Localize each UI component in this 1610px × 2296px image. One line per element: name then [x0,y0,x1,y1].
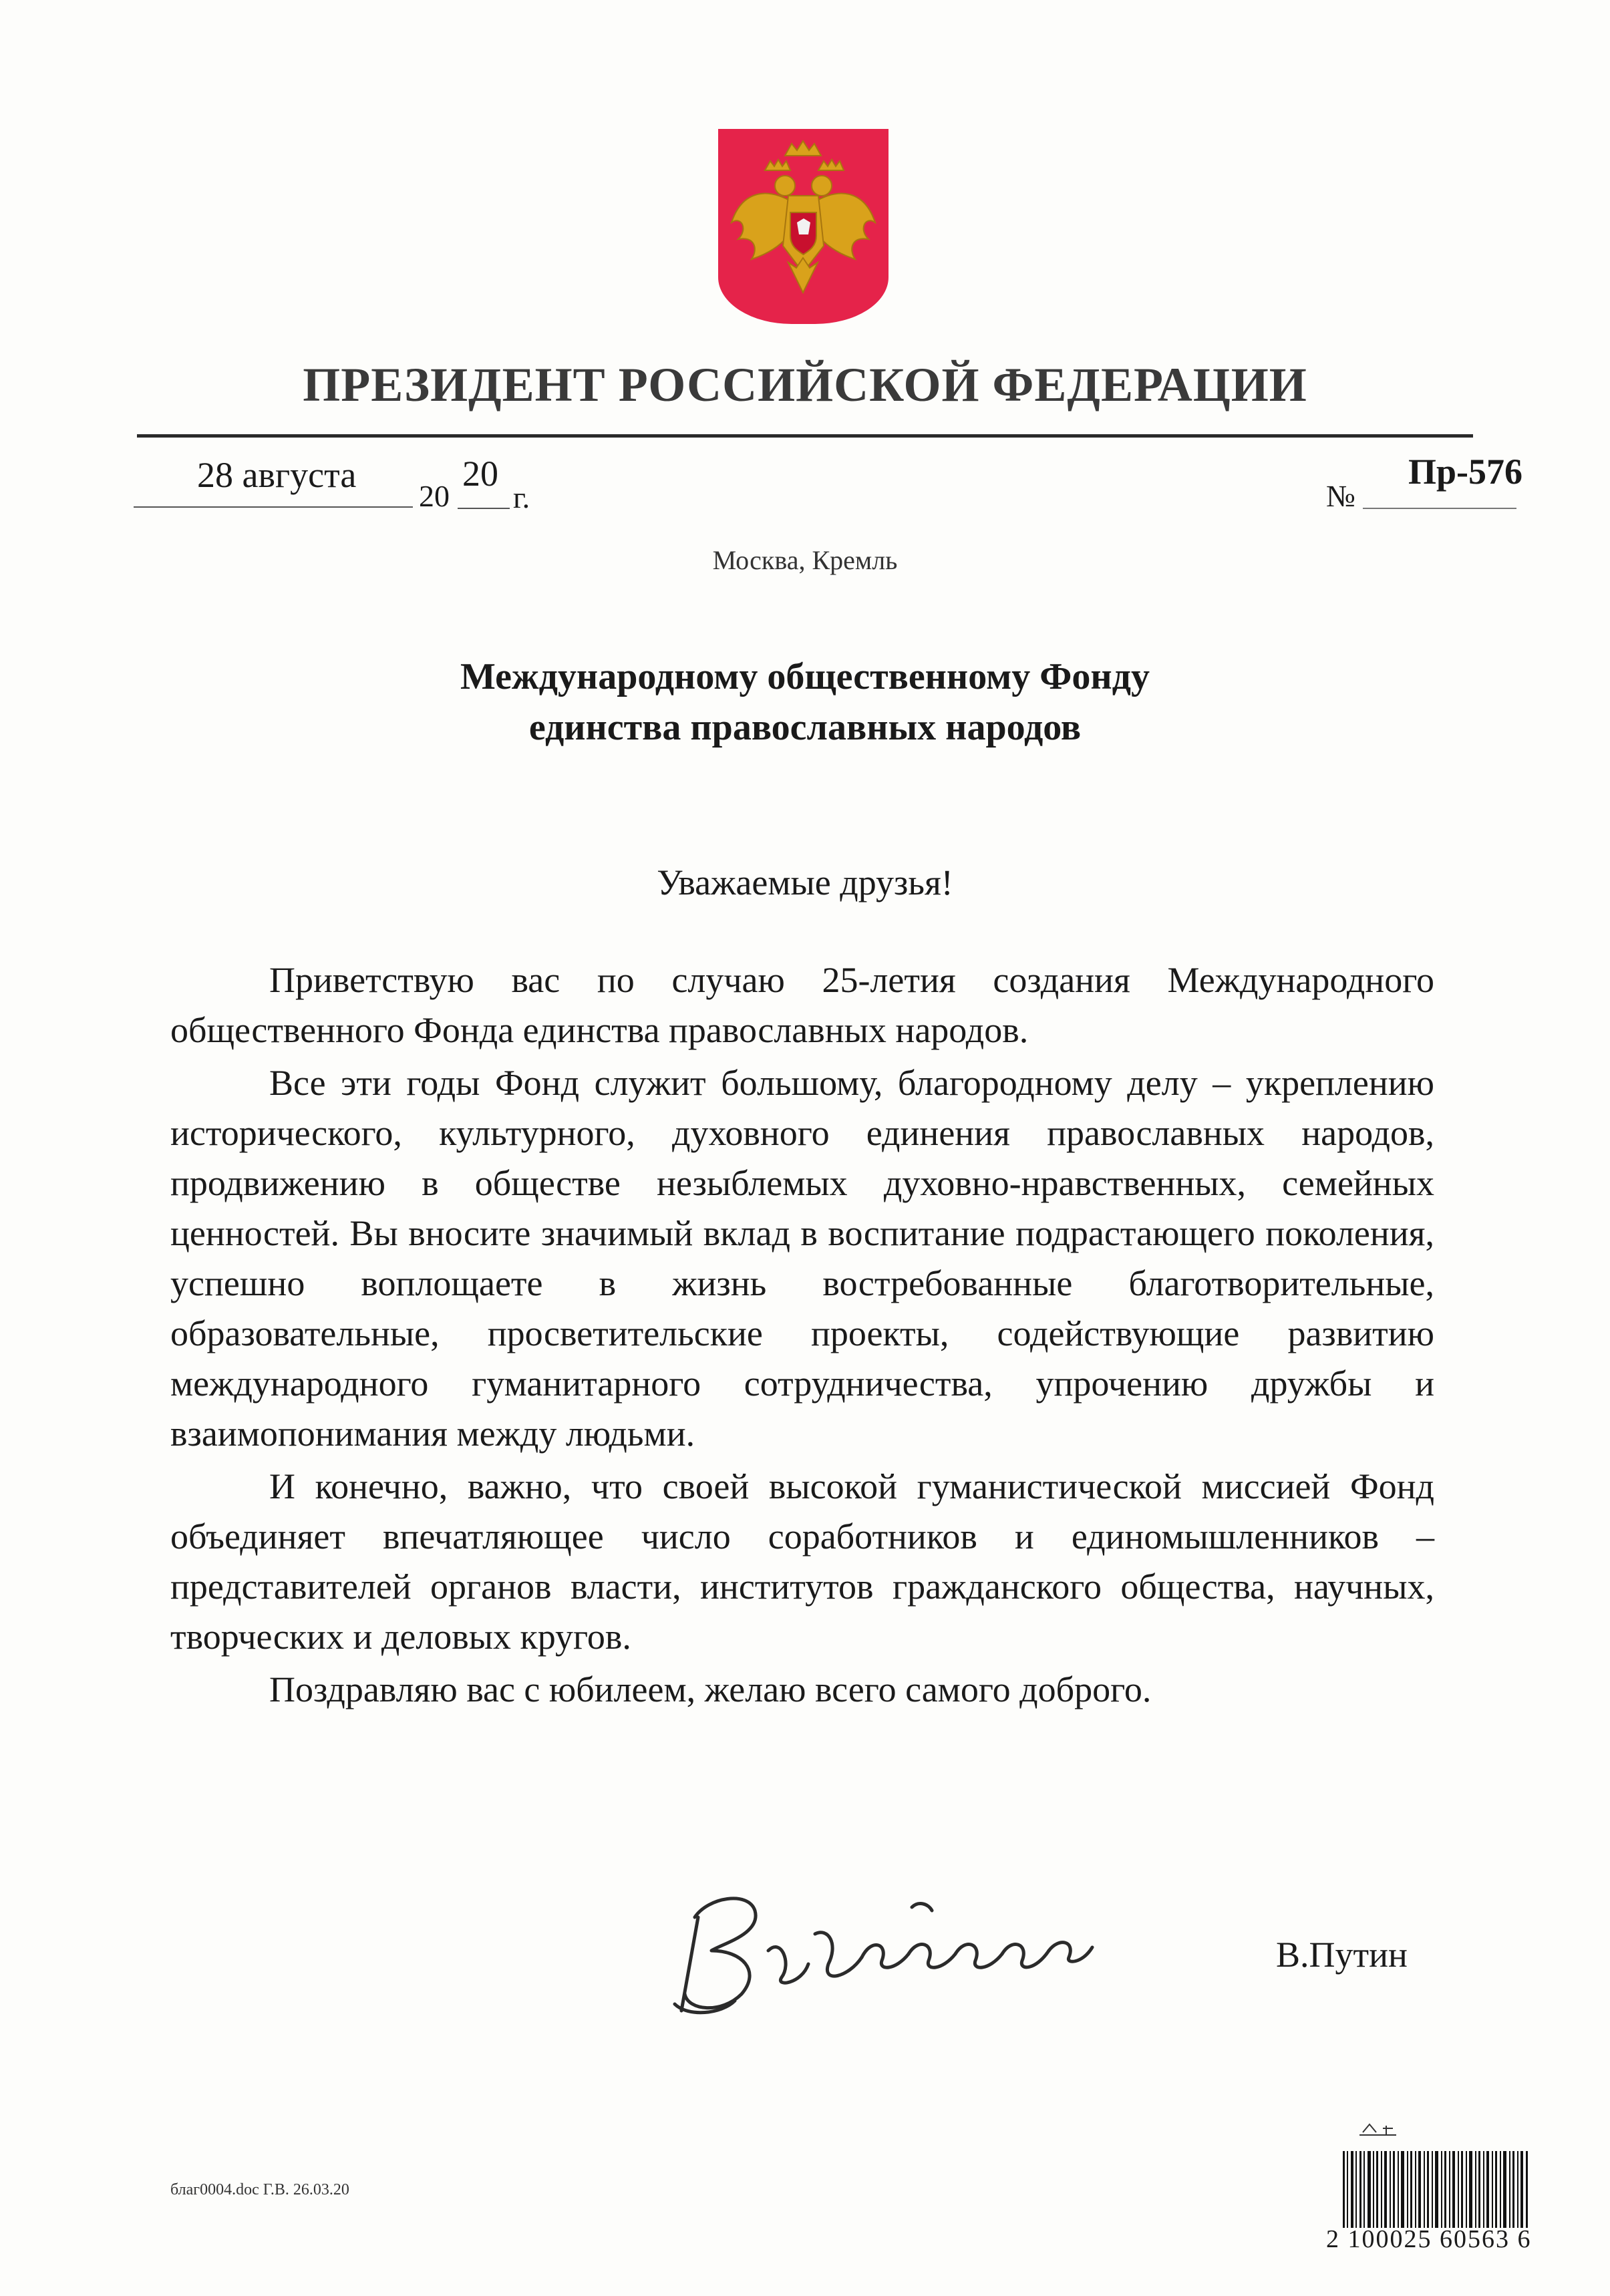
body-paragraph: Приветствую вас по случаю 25-летия создания Международного общественного Фонда единства православных народов. [170,960,1434,1050]
stamp-mark-icon [1356,2119,1423,2139]
header-divider [137,434,1473,438]
document-number: Пр-576 [1408,452,1523,492]
addressee-line-2: единства православных народов [528,707,1082,748]
letter-body [170,955,1434,1715]
date-underline [134,506,413,508]
year-suffix: 20 [462,454,498,494]
number-sign: № [1326,479,1355,513]
number-underline [1363,508,1516,509]
document-reference: благ0004.doc Г.В. 26.03.20 [170,2181,349,2198]
handwritten-signature [648,1870,1129,2044]
coat-of-arms-emblem [718,129,889,324]
barcode [1343,2151,1530,2228]
year-underline [458,508,510,509]
issuer-title: ПРЕЗИДЕНТ РОССИЙСКОЙ ФЕДЕРАЦИИ [303,358,1307,412]
body-paragraph: Все эти годы Фонд служит большому, благородному делу – укреплению исторического, культурного, духовного единения православных народов, продвижению в обществе незыблемых духовно-нравственных, семейных ценностей. Вы вносите значимый вклад в воспитание подрастающего поколения, успешно воплощаете в жизнь востребованные благотворительные, образовательные, просветительские проекты, содействующие развитию международного гуманитарного сотрудничества, упрочению дружбы и взаимопонимания между людьми. [170,1063,1434,1454]
addressee-line-1: Международному общественному Фонду [460,656,1150,697]
document-date: 28 августа [197,455,357,495]
body-paragraph: Поздравляю вас с юбилеем, желаю всего самого доброго. [269,1669,1152,1709]
body-paragraph: И конечно, важно, что своей высокой гуманистической миссией Фонд объединяет впечатляющее число соработников и единомышленников – представителей органов власти, институтов гражданского общества, научных, творческих и деловых кругов. [170,1466,1434,1657]
barcode-number: 2 100025 60563 6 [1326,2225,1532,2253]
addressee [0,651,1610,753]
issue-place: Москва, Кремль [712,545,898,575]
year-mark: г. [513,480,530,514]
salutation: Уважаемые друзья! [657,862,953,903]
year-prefix: 20 [419,479,450,513]
signer-name: В.Путин [1276,1935,1408,1975]
